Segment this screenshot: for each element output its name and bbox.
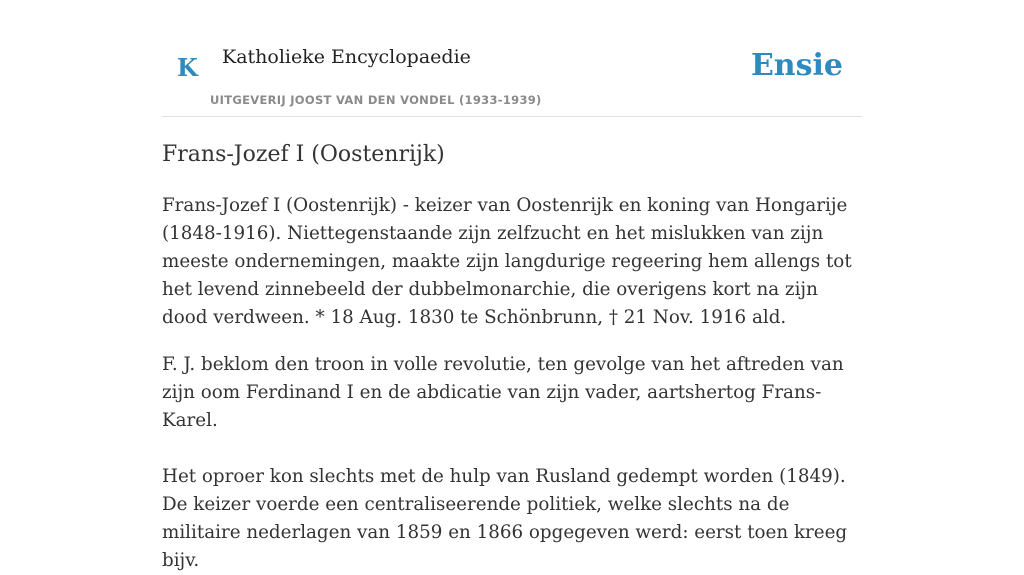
article-paragraph: F. J. beklom den troon in volle revolutie, ten gevolge van het aftreden van zijn oom Ferdinand I en de abdicatie van zijn vader, aartshertog Frans-Karel.	[162, 354, 844, 431]
article-content	[162, 140, 862, 575]
article-paragraph: Frans-Jozef I (Oostenrijk) - keizer van Oostenrijk en koning van Hongarije (1848-1916). Niettegenstaande zijn zelfzucht en het mislukken van zijn meeste ondernemingen, maakte zijn langdurige regeering hem allengs tot het levend zinnebeeld der dubbelmonarchie, die overigens kort na zijn dood verdween. * 18 Aug. 1830 te Schönbrunn, † 21 Nov. 1916 ald.	[162, 195, 852, 328]
site-header	[162, 0, 862, 117]
publisher-label: UITGEVERIJ JOOST VAN DEN VONDEL (1933-1939)	[210, 93, 542, 107]
article-paragraph: Het oproer kon slechts met de hulp van Rusland gedempt worden (1849). De keizer voerde een centraliseerende politiek, welke slechts na de militaire nederlagen van 1859 en 1866 opgegeven werd: eerst toen kreeg bijv.	[162, 466, 848, 571]
ensie-logo-link[interactable]: Ensie	[750, 48, 843, 83]
logo-icon[interactable]: K	[177, 53, 198, 82]
site-title-link[interactable]: Katholieke Encyclopaedie	[222, 46, 471, 68]
article-title: Frans-Jozef I (Oostenrijk)	[162, 142, 445, 167]
